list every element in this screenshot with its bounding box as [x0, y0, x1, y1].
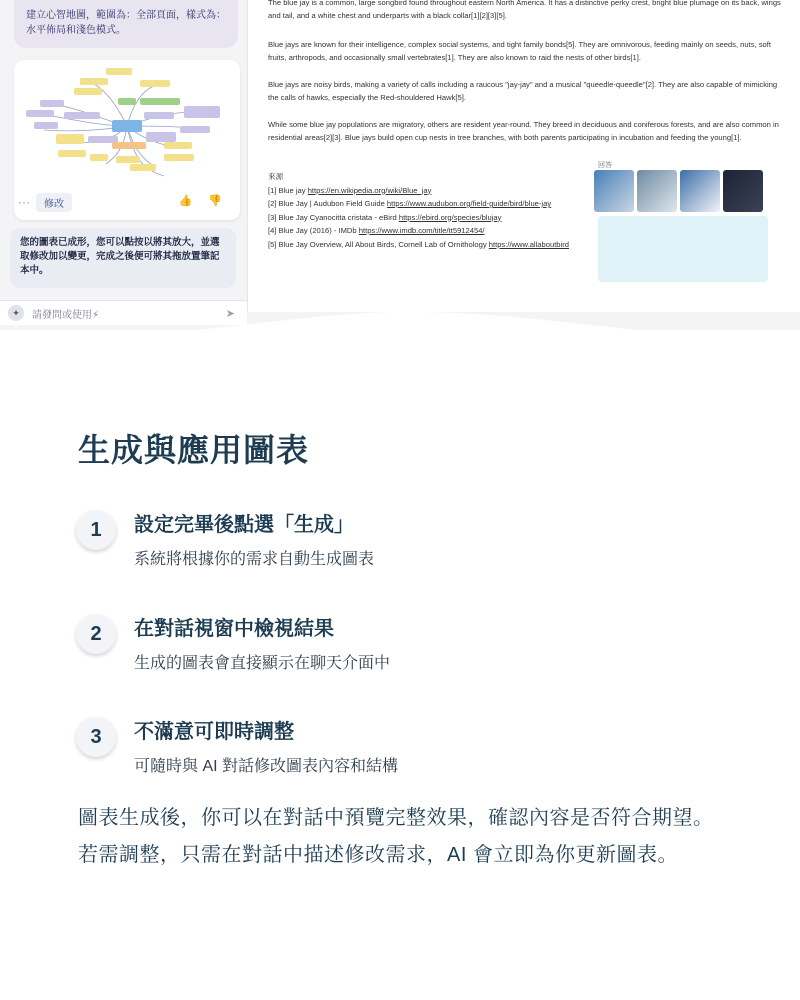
message-actions — [18, 192, 240, 212]
source-item: [3] Blue Jay Cyanocitta cristata - eBird https://ebird.org/species/blujay — [268, 212, 502, 222]
step-title: 設定完畢後點選「生成」 — [134, 514, 354, 536]
source-item: [4] Blue Jay (2016) - IMDb https://www.imdb.com/title/tt5912454/ — [268, 226, 485, 235]
doc-paragraph: The blue jay is a common, large songbird found throughout eastern North America. It has a distinctive perky crest, bright blue plumage on its back, wings and tail, and a white chest and underparts with a black collar[1][2][3][5]. — [268, 0, 781, 20]
doc-paragraph: Blue jays are noisy birds, making a variety of calls including a raucous "jay-jay" and a musical "queedle-queedle"[2]. They are also capable of mimicking the calls of hawks, especially the Red-shouldered Hawk[5]. — [268, 80, 778, 102]
step-number: 2 — [76, 614, 116, 654]
step-item — [76, 612, 726, 692]
page-title: 生成與應用圖表 — [78, 432, 310, 468]
bird-image[interactable] — [637, 170, 677, 212]
chat-input[interactable]: 請發問或使用⚡ — [32, 309, 100, 321]
source-item: [2] Blue Jay | Audubon Field Guide https://www.audubon.org/field-guide/bird/blue-jay — [268, 199, 552, 208]
thumbs-down-icon[interactable]: 👎 — [208, 195, 222, 207]
document-panel — [247, 0, 800, 312]
info-box — [598, 216, 768, 282]
send-icon[interactable]: ➤ — [225, 307, 235, 320]
bird-image[interactable] — [594, 170, 634, 212]
step-description: 生成的圖表會直接顯示在聊天介面中 — [134, 655, 391, 672]
step-item — [76, 508, 726, 588]
answer-header: 回答 — [598, 162, 612, 169]
step-title: 不滿意可即時調整 — [134, 721, 294, 743]
bird-images — [594, 170, 763, 212]
source-link[interactable]: https://en.wikipedia.org/wiki/Blue_jay — [307, 185, 432, 195]
source-link[interactable]: https://ebird.org/species/blujay — [398, 212, 502, 222]
step-number: 1 — [76, 510, 116, 550]
user-prompt-bubble: 建立心智地圖，範圍為：全部頁面，樣式為：水平佈局和淺色模式。 — [14, 0, 238, 48]
thumbs-up-icon[interactable]: 👍 — [178, 195, 193, 207]
step-description: 可隨時與 AI 對話修改圖表內容和結構 — [134, 758, 399, 775]
edit-button[interactable]: 修改 — [36, 193, 72, 212]
screenshot-area — [0, 0, 800, 330]
source-item: [1] Blue jay https://en.wikipedia.org/wiki/Blue_jay — [268, 185, 432, 195]
bird-image[interactable] — [723, 170, 763, 212]
doc-paragraph: Blue jays are known for their intelligence, complex social systems, and tight family bonds[5]. They are omnivorous, feeding mainly on seeds, nuts, soft fruits, arthropods, and occasionally small vertebrates[1]. They are also known to raid the nests of other birds[1]. — [268, 40, 771, 62]
step-description: 系統將根據你的需求自動生成圖表 — [134, 551, 375, 568]
more-options-icon[interactable]: ··· — [18, 195, 30, 209]
sources-list — [268, 170, 569, 251]
source-link[interactable]: https://www.allaboutbird — [488, 239, 569, 249]
answer-card — [598, 160, 772, 284]
assistant-message: 您的圖表已成形，您可以點按以將其放大，並選取修改加以變更，完成之後便可將其拖放置筆記本中。 — [10, 228, 236, 288]
feedback-group — [179, 194, 222, 207]
source-item: [5] Blue Jay Overview, All About Birds, Cornell Lab of Ornithology https://www.allaboutbird — [268, 239, 569, 249]
bird-image[interactable] — [680, 170, 720, 212]
step-item — [76, 715, 726, 795]
source-link[interactable]: https://www.audubon.org/field-guide/bird/blue-jay — [386, 199, 552, 208]
step-number: 3 — [76, 717, 116, 757]
sources-label: 來源 — [268, 172, 284, 181]
doc-paragraph: While some blue jay populations are migratory, others are resident year-round. They breed in deciduous and coniferous forests, and are also common in residential areas[2][3]. Blue jays build open cup nests in tree branches, with both parents participating in incubation and feeding the young[1]. — [268, 120, 779, 142]
chat-panel — [0, 0, 247, 320]
summary-paragraph: 圖表生成後，你可以在對話中預覽完整效果，確認內容是否符合期望。若需調整，只需在對話中描述修改需求，AI 會立即為你更新圖表。 — [78, 807, 714, 866]
source-link[interactable]: https://www.imdb.com/title/tt5912454/ — [358, 226, 485, 235]
wave-divider — [0, 300, 800, 330]
ai-tools-icon[interactable]: ✦ — [8, 305, 24, 321]
step-title: 在對話視窗中檢視結果 — [134, 618, 334, 640]
